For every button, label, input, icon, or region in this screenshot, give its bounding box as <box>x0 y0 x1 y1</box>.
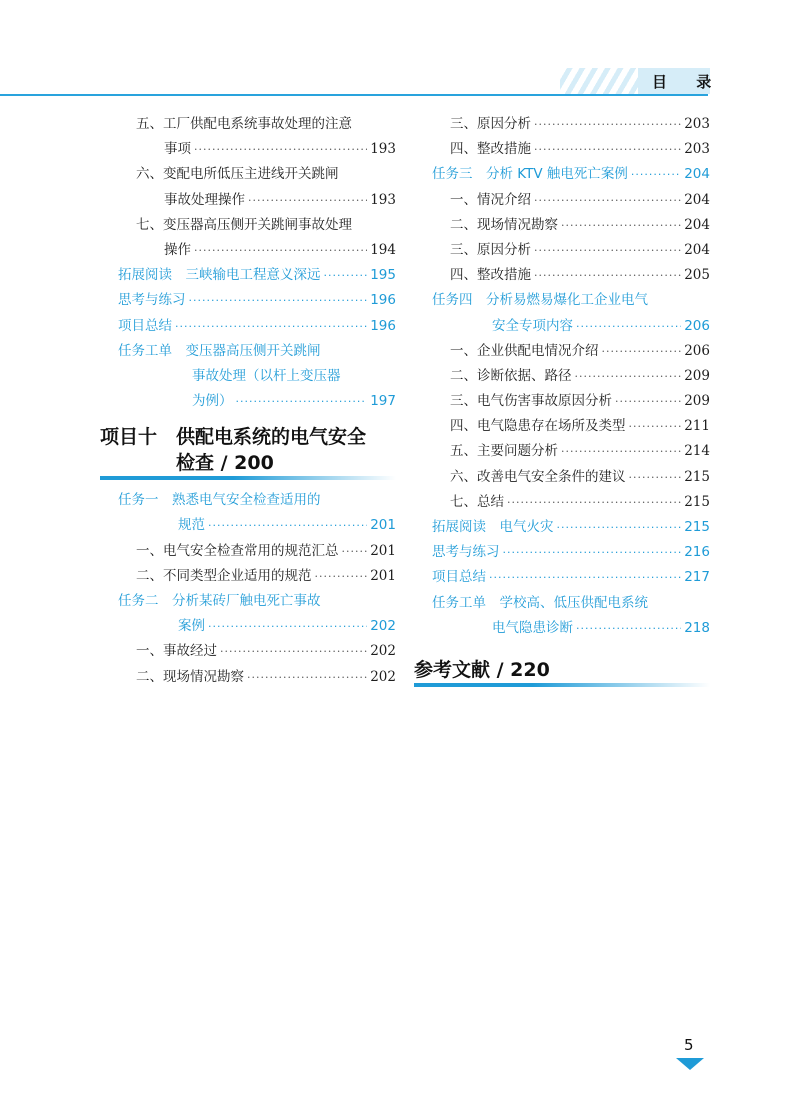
toc-entry-text: 四、整改措施 <box>450 141 531 158</box>
toc-entry-text: 一、电气安全检查常用的规范汇总 <box>136 542 339 559</box>
toc-page-number: 204 <box>684 191 710 208</box>
toc-left-column <box>100 112 396 690</box>
leader-dots <box>342 545 368 558</box>
toc-page-number: 202 <box>370 643 396 660</box>
leader-dots <box>220 645 367 658</box>
toc-entry-line[interactable] <box>100 137 396 162</box>
toc-entry-text: 三、原因分析 <box>450 241 531 258</box>
toc-page-number: 201 <box>370 542 396 559</box>
toc-page-number: 218 <box>684 619 710 636</box>
toc-entry-text: 安全专项内容 <box>492 317 573 334</box>
reference-underline <box>414 683 710 687</box>
toc-entry-line[interactable] <box>100 162 396 187</box>
header-rule <box>0 94 708 96</box>
header-title: 目 录 <box>652 73 724 91</box>
toc-entry-text: 二、现场情况勘察 <box>450 216 558 233</box>
toc-page-number: 215 <box>684 493 710 510</box>
toc-entry-line[interactable] <box>100 339 396 364</box>
section-title-line2: 检查 / 200 <box>176 452 274 475</box>
toc-entry-line[interactable] <box>100 665 396 690</box>
toc-page-number: 193 <box>370 141 396 158</box>
toc-entry-text: 任务三 分析 KTV 触电死亡案例 <box>432 166 628 183</box>
toc-entry-text: 一、事故经过 <box>136 643 217 660</box>
toc-entry-line[interactable] <box>100 112 396 137</box>
toc-right-items <box>414 112 710 641</box>
toc-entry-text: 任务二 分析某砖厂触电死亡事故 <box>118 593 321 609</box>
toc-page-number: 204 <box>684 166 710 183</box>
leader-dots <box>208 519 367 532</box>
toc-page-number: 202 <box>370 618 396 635</box>
toc-page-number: 205 <box>684 267 710 284</box>
toc-page-number: 196 <box>370 317 396 334</box>
toc-entry-line[interactable] <box>414 515 710 540</box>
toc-entry-line[interactable] <box>100 564 396 589</box>
toc-entry-text: 任务工单 学校高、低压供配电系统 <box>432 594 648 611</box>
toc-page-number: 206 <box>684 342 710 359</box>
toc-entry-line[interactable] <box>100 314 396 339</box>
leader-dots <box>324 269 368 282</box>
toc-entry-text: 五、主要问题分析 <box>450 443 558 460</box>
toc-entry-text: 六、改善电气安全条件的建议 <box>450 468 626 485</box>
toc-page-number: 209 <box>684 367 710 384</box>
toc-entry-text: 六、变配电所低压主进线开关跳闸 <box>136 166 339 183</box>
toc-page-number: 211 <box>684 418 710 435</box>
toc-page-number: 197 <box>370 393 396 410</box>
toc-entry-line[interactable] <box>414 288 710 313</box>
toc-entry-line[interactable] <box>100 364 396 389</box>
toc-entry-line[interactable] <box>414 490 710 515</box>
toc-page-number: 209 <box>684 393 710 410</box>
leader-dots <box>615 395 681 408</box>
leader-dots <box>236 395 368 408</box>
toc-entry-text: 操作 <box>164 241 191 258</box>
toc-page-number: 201 <box>370 517 396 534</box>
leader-dots <box>534 194 681 207</box>
toc-entry-text: 电气隐患诊断 <box>492 619 573 636</box>
toc-page-number: 214 <box>684 443 710 460</box>
leader-dots <box>534 143 681 156</box>
leader-dots <box>534 244 681 257</box>
toc-entry-text: 七、总结 <box>450 493 504 510</box>
leader-dots <box>247 671 367 684</box>
toc-page-number: 201 <box>370 567 396 584</box>
toc-entry-line[interactable] <box>414 465 710 490</box>
toc-page-number: 193 <box>370 191 396 208</box>
toc-entry-line[interactable] <box>100 589 396 614</box>
toc-entry-line[interactable] <box>100 288 396 313</box>
toc-entry-text: 项目总结 <box>432 569 486 586</box>
leader-dots <box>631 168 681 181</box>
toc-page-number: 216 <box>684 544 710 561</box>
toc-entry-line[interactable] <box>414 314 710 339</box>
toc-left-top <box>100 112 396 414</box>
leader-dots <box>561 445 681 458</box>
leader-dots <box>194 244 367 257</box>
project-ten-heading <box>100 422 396 480</box>
toc-left-bottom <box>100 488 396 690</box>
toc-entry-line[interactable] <box>100 513 396 538</box>
leader-dots <box>575 370 682 383</box>
toc-entry-line[interactable] <box>414 616 710 641</box>
toc-entry-line[interactable] <box>414 565 710 590</box>
toc-entry-text: 二、不同类型企业适用的规范 <box>136 567 312 584</box>
leader-dots <box>507 496 681 509</box>
section-title-line1: 项目十 供配电系统的电气安全 <box>100 426 367 449</box>
toc-entry-text: 四、整改措施 <box>450 267 531 284</box>
toc-entry-line[interactable] <box>414 213 710 238</box>
toc-entry-text: 事项 <box>164 141 191 158</box>
toc-entry-text: 项目总结 <box>118 317 172 334</box>
leader-dots <box>557 521 682 534</box>
toc-entry-line[interactable] <box>414 162 710 187</box>
toc-entry-line[interactable] <box>414 238 710 263</box>
toc-entry-text: 拓展阅读 三峡输电工程意义深远 <box>118 267 321 284</box>
toc-entry-line[interactable] <box>100 238 396 263</box>
toc-entry-text: 四、电气隐患存在场所及类型 <box>450 418 626 435</box>
leader-dots <box>208 620 367 633</box>
toc-entry-line[interactable] <box>100 539 396 564</box>
leader-dots <box>503 546 682 559</box>
toc-entry-text: 二、现场情况勘察 <box>136 668 244 685</box>
toc-entry-line[interactable] <box>414 591 710 616</box>
toc-page-number: 206 <box>684 317 710 334</box>
leader-dots <box>534 269 681 282</box>
toc-entry-text: 七、变压器高压侧开关跳闸事故处理 <box>136 216 352 233</box>
toc-entry-line[interactable] <box>414 364 710 389</box>
toc-entry-text: 事故处理操作 <box>164 191 245 208</box>
leader-dots <box>576 320 681 333</box>
toc-page-number: 203 <box>684 116 710 132</box>
reference-heading: 参考文献 / 220 <box>414 658 550 681</box>
leader-dots <box>248 194 367 207</box>
toc-entry-text: 思考与练习 <box>432 544 500 561</box>
toc-page-number: 196 <box>370 292 396 309</box>
toc-entry-text: 五、工厂供配电系统事故处理的注意 <box>136 116 352 132</box>
toc-entry-line[interactable] <box>414 414 710 439</box>
leader-dots <box>175 320 367 333</box>
toc-entry-line[interactable] <box>414 263 710 288</box>
toc-entry-text: 任务工单 变压器高压侧开关跳闸 <box>118 342 321 359</box>
toc-entry-text: 事故处理（以杆上变压器 <box>192 367 341 384</box>
toc-right-column <box>414 112 710 687</box>
toc-entry-text: 二、诊断依据、路径 <box>450 367 572 384</box>
leader-dots <box>576 622 681 635</box>
toc-entry-line[interactable] <box>414 439 710 464</box>
leader-dots <box>194 143 367 156</box>
toc-entry-line[interactable] <box>414 389 710 414</box>
toc-entry-text: 任务四 分析易燃易爆化工企业电气 <box>432 292 648 309</box>
toc-entry-line[interactable] <box>100 263 396 288</box>
toc-entry-line[interactable] <box>100 213 396 238</box>
toc-entry-line[interactable] <box>414 188 710 213</box>
leader-dots <box>602 345 682 358</box>
leader-dots <box>561 219 681 232</box>
toc-page-number: 217 <box>684 569 710 586</box>
toc-entry-line[interactable] <box>100 639 396 664</box>
toc-entry-line[interactable] <box>414 112 710 137</box>
toc-page-number: 204 <box>684 216 710 233</box>
toc-page-number: 202 <box>370 668 396 685</box>
toc-entry-text: 思考与练习 <box>118 292 186 309</box>
toc-entry-line[interactable] <box>414 540 710 565</box>
leader-dots <box>189 294 368 307</box>
toc-entry-line[interactable] <box>100 614 396 639</box>
toc-entry-text: 为例） <box>192 393 233 410</box>
toc-entry-text: 拓展阅读 电气火灾 <box>432 519 554 535</box>
toc-entry-text: 一、企业供配电情况介绍 <box>450 342 599 359</box>
section-underline <box>100 476 396 480</box>
toc-page-number: 195 <box>370 267 396 284</box>
toc-entry-line[interactable] <box>100 389 396 414</box>
toc-entry-text: 三、原因分析 <box>450 116 531 132</box>
toc-entry-text: 规范 <box>178 517 205 534</box>
toc-page-number: 215 <box>684 519 710 535</box>
toc-entry-line[interactable] <box>414 339 710 364</box>
leader-dots <box>315 570 368 583</box>
toc-entry-text: 一、情况介绍 <box>450 191 531 208</box>
toc-page-number: 203 <box>684 141 710 158</box>
toc-entry-text: 任务一 熟悉电气安全检查适用的 <box>118 492 321 509</box>
toc-entry-line[interactable] <box>100 188 396 213</box>
toc-page-number: 194 <box>370 241 396 258</box>
toc-page-number: 204 <box>684 241 710 258</box>
toc-entry-line[interactable] <box>100 488 396 513</box>
leader-dots <box>629 471 682 484</box>
toc-entry-text: 案例 <box>178 618 205 635</box>
leader-dots <box>534 118 681 131</box>
leader-dots <box>629 420 682 433</box>
toc-page-number: 215 <box>684 468 710 485</box>
toc-entry-line[interactable] <box>414 137 710 162</box>
leader-dots <box>489 571 681 584</box>
toc-entry-text: 三、电气伤害事故原因分析 <box>450 393 612 410</box>
page-marker-triangle <box>676 1058 704 1070</box>
page-number: 5 <box>684 1036 694 1054</box>
